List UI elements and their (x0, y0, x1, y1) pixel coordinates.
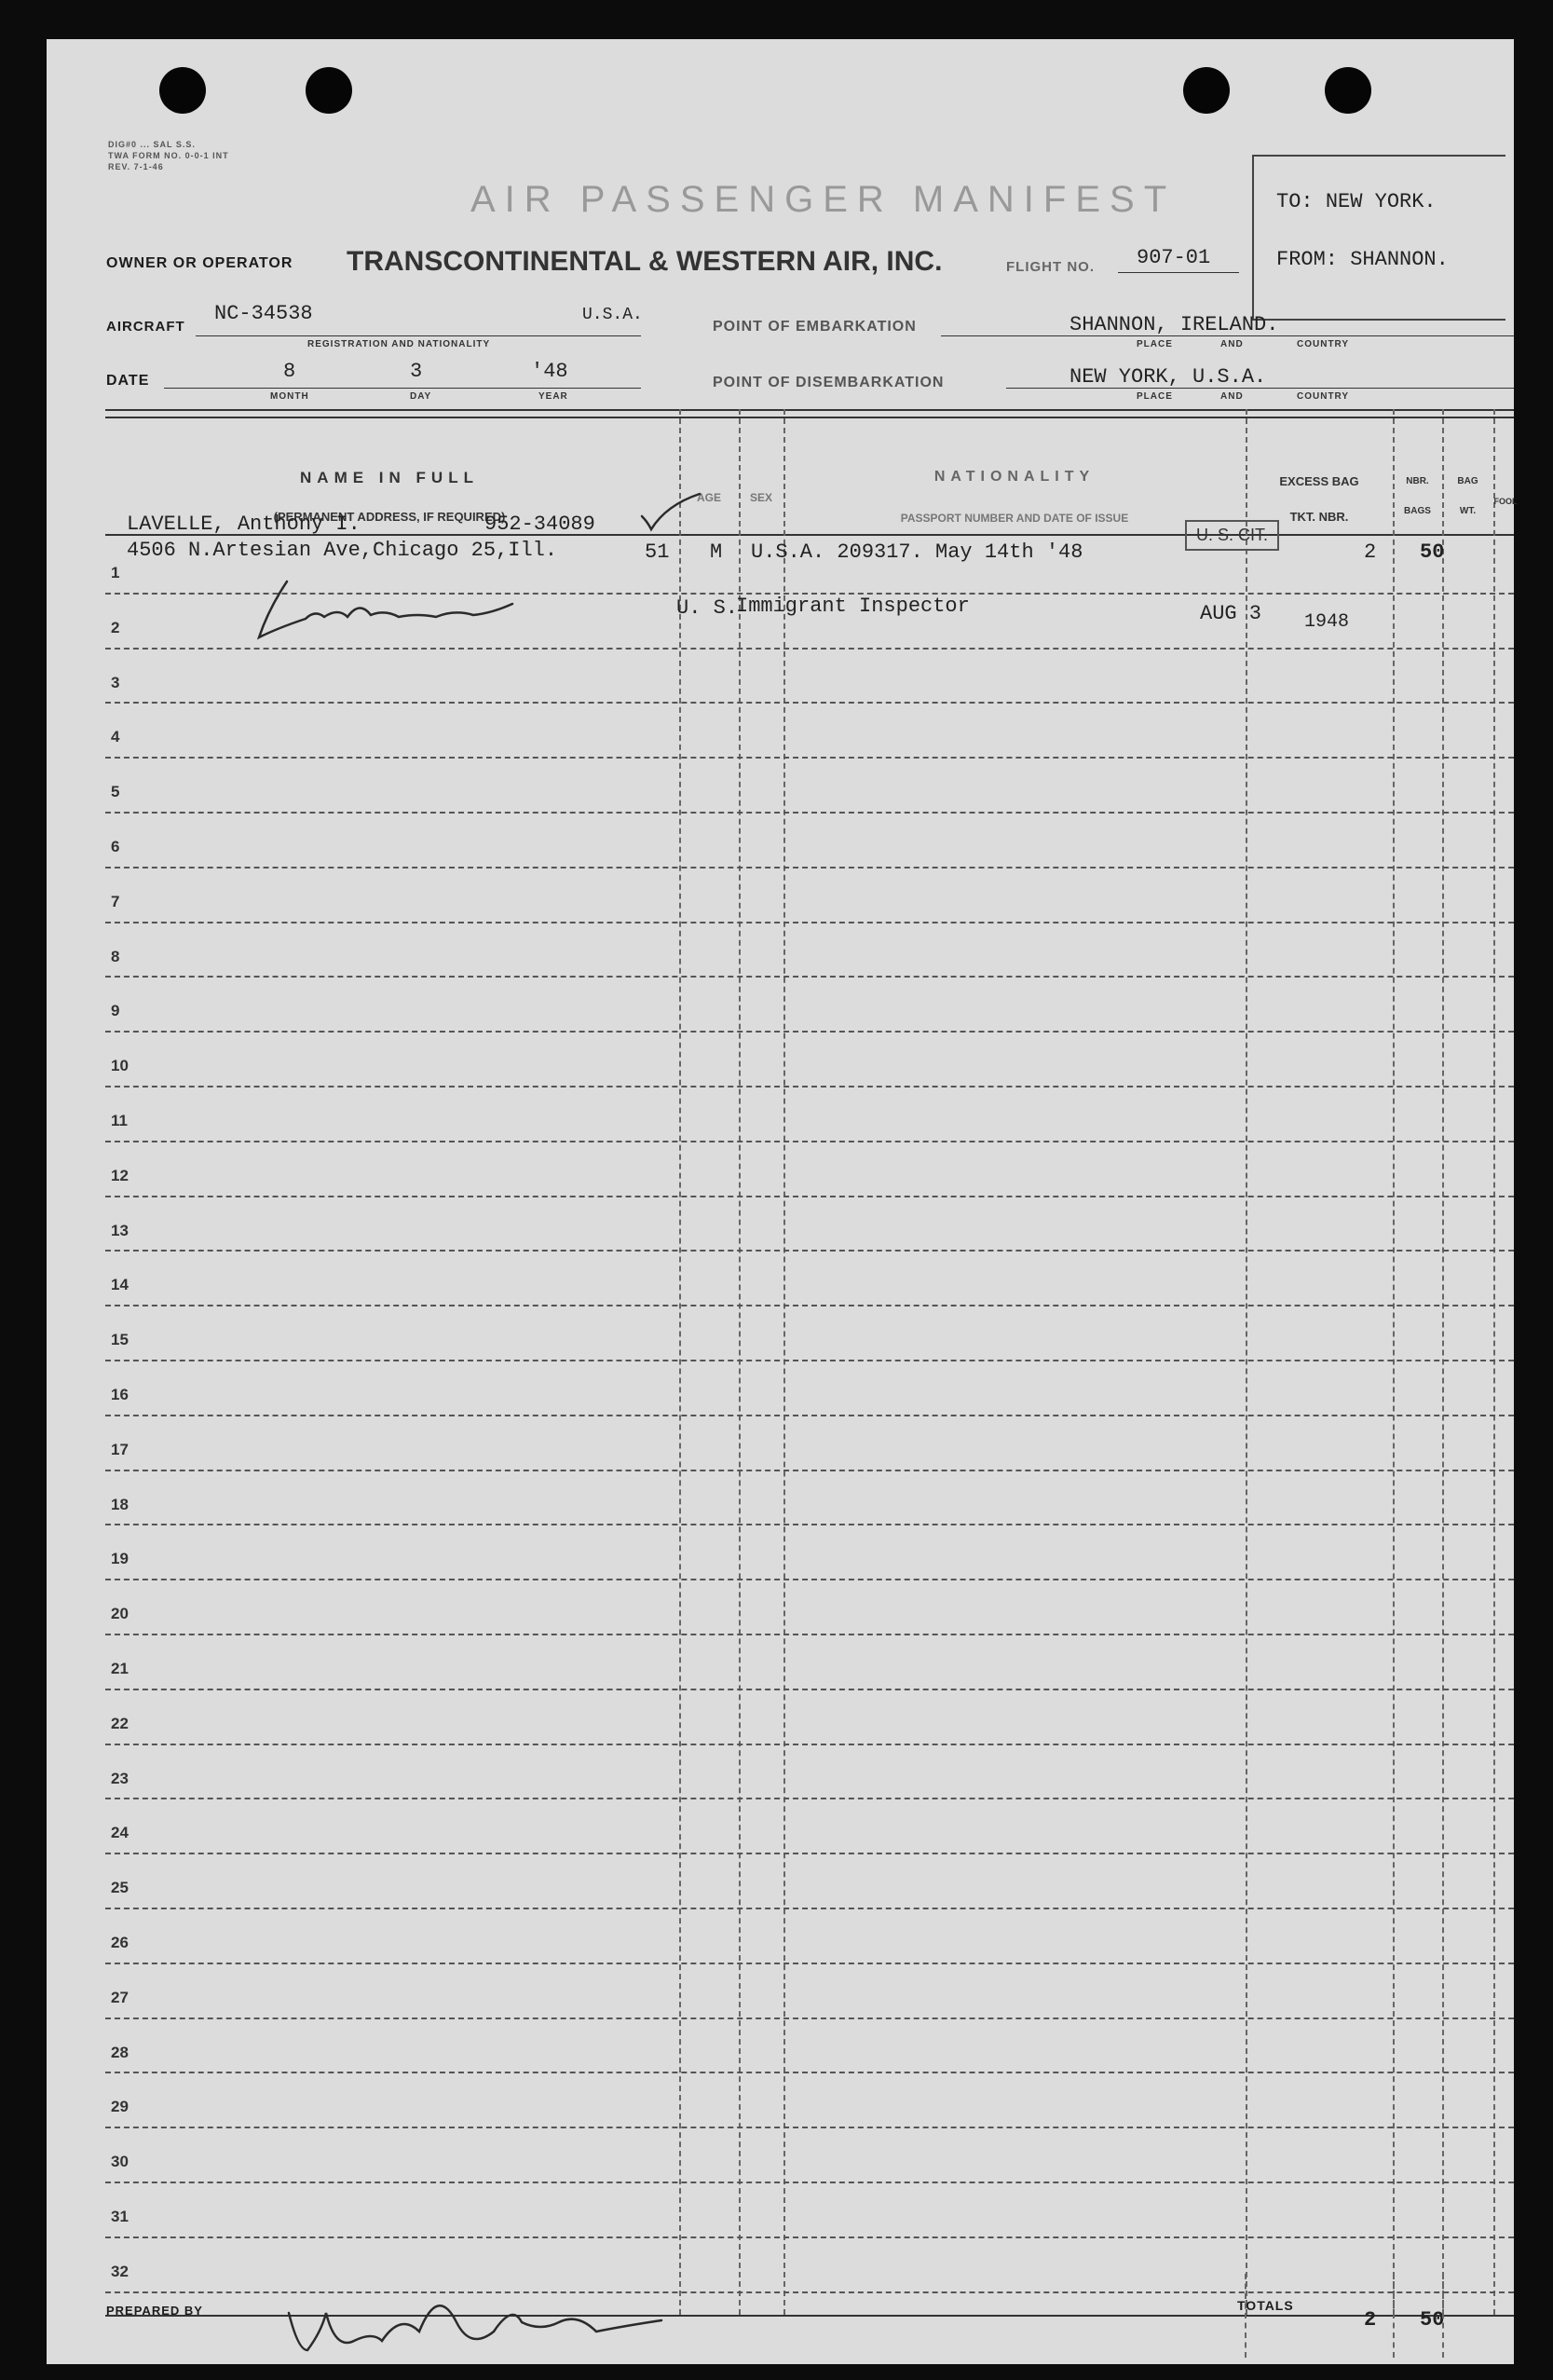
row-divider (105, 702, 1514, 704)
row-number: 2 (111, 618, 120, 636)
punch-hole-left-1 (159, 67, 206, 114)
form-title: AIR PASSENGER MANIFEST (470, 179, 1177, 220)
aircraft-sub: REGISTRATION AND NATIONALITY (307, 339, 491, 349)
col-bags-header: NBR. (1406, 476, 1429, 486)
form-id-line-2: TWA FORM NO. 0-0-1 INT (108, 151, 229, 160)
row-divider (105, 812, 1514, 814)
to-value: NEW YORK. (1325, 190, 1437, 213)
embark-value: SHANNON, IRELAND. (1069, 313, 1279, 336)
row-divider (105, 1963, 1514, 1964)
row-divider (105, 2018, 1514, 2019)
row-divider (105, 1579, 1514, 1580)
row-number: 21 (111, 1660, 129, 1677)
row-number: 13 (111, 1221, 129, 1239)
disembark-value: NEW YORK, U.S.A. (1069, 365, 1267, 389)
row-divider (105, 2127, 1514, 2128)
row-number: 32 (111, 2262, 129, 2280)
inspection-date: AUG 3 (1200, 602, 1262, 625)
row-number: 14 (111, 1276, 129, 1294)
col-wt-sub: WT. (1459, 506, 1477, 516)
row-number: 1 (111, 564, 120, 581)
row-divider (105, 922, 1514, 923)
row-number: 7 (111, 892, 120, 910)
passenger-ticket: 952-34089 (484, 513, 595, 536)
col-nationality-sub: PASSPORT NUMBER AND DATE OF ISSUE (900, 512, 1129, 525)
row-number: 27 (111, 1988, 129, 2006)
aircraft-label: AIRCRAFT (106, 319, 185, 335)
aircraft-nationality: U.S.A. (582, 306, 643, 324)
row-number: 12 (111, 1166, 129, 1184)
row-number: 20 (111, 1605, 129, 1623)
inspection-text: Immigrant Inspector (736, 595, 970, 618)
passenger-table (105, 409, 1518, 2319)
row-divider (105, 648, 1514, 650)
flight-value: 907-01 (1137, 246, 1211, 269)
row-divider (105, 1250, 1514, 1252)
row-number: 29 (111, 2098, 129, 2116)
date-day: 3 (410, 360, 423, 383)
embark-place-sub: PLACE (1137, 339, 1173, 349)
date-label: DATE (106, 373, 150, 389)
form-id-line-1: DIG#0 ... SAL S.S. (108, 140, 196, 149)
manifest-sheet (47, 39, 1518, 2364)
passenger-sex: M (710, 540, 723, 564)
to-label: TO: (1276, 190, 1314, 213)
col-wt-header: BAG (1457, 476, 1478, 486)
col-nationality-header: NATIONALITY (933, 469, 1096, 485)
row-number: 26 (111, 1934, 129, 1951)
row-divider (105, 1744, 1514, 1745)
row-number: 30 (111, 2153, 129, 2171)
row-divider (105, 2182, 1514, 2183)
owner-label: OWNER OR OPERATOR (106, 255, 293, 271)
col-name-sub: (PERMANENT ADDRESS, IF REQUIRED) (273, 510, 506, 524)
row-divider (105, 1141, 1514, 1142)
row-number: 6 (111, 838, 120, 855)
destination-box (1252, 155, 1505, 321)
row-number: 15 (111, 1331, 129, 1349)
row-divider (105, 1689, 1514, 1690)
row-divider (105, 757, 1514, 759)
row-divider (105, 1415, 1514, 1416)
disembark-country-sub: COUNTRY (1297, 391, 1350, 402)
row-number: 17 (111, 1440, 129, 1458)
date-month-sub: MONTH (270, 391, 309, 402)
flight-label: FLIGHT NO. (1006, 259, 1095, 275)
check-mark (638, 488, 703, 535)
disembark-and-sub: AND (1220, 391, 1244, 402)
embark-country-sub: COUNTRY (1297, 339, 1350, 349)
from-value: SHANNON. (1350, 248, 1449, 271)
row-divider (105, 1908, 1514, 1909)
form-id-line-3: REV. 7-1-46 (108, 162, 164, 171)
row-number: 5 (111, 783, 120, 801)
row-number: 24 (111, 1824, 129, 1842)
row-number: 22 (111, 1714, 129, 1732)
col-name-header: NAME IN FULL (300, 469, 479, 486)
punch-hole-right-1 (1183, 67, 1230, 114)
col-excess-header: EXCESS BAG (1279, 474, 1359, 488)
col-last-header: FOOL (1493, 497, 1518, 506)
row-number: 16 (111, 1386, 129, 1403)
row-number: 18 (111, 1495, 129, 1513)
owner-value: TRANSCONTINENTAL & WESTERN AIR, INC. (347, 246, 943, 277)
passenger-age: 51 (645, 540, 670, 564)
col-excess-sub: TKT. NBR. (1289, 510, 1349, 524)
passenger-weight: 50 (1420, 540, 1445, 564)
total-weight: 50 (1420, 2308, 1445, 2332)
row-divider (105, 976, 1514, 978)
row-number: 19 (111, 1550, 129, 1568)
passenger-nationality: U.S.A. 209317. May 14th '48 (751, 540, 1083, 564)
row-divider (105, 2072, 1514, 2073)
row-number: 23 (111, 1769, 129, 1787)
row-number: 8 (111, 947, 120, 965)
row-divider (105, 867, 1514, 869)
passenger-name: LAVELLE, Anthony I. (127, 513, 361, 536)
date-month: 8 (283, 360, 296, 383)
prepared-by-label: PREPARED BY (106, 2304, 203, 2318)
row-divider (105, 1853, 1514, 1854)
date-year: '48 (531, 360, 568, 383)
col-age-header: AGE (696, 491, 721, 504)
from-line (1276, 248, 1449, 271)
passenger-bags: 2 (1364, 540, 1377, 564)
embark-and-sub: AND (1220, 339, 1244, 349)
row-divider (105, 1031, 1514, 1033)
row-divider (105, 1086, 1514, 1087)
col-sex-header: SEX (749, 491, 772, 504)
row-number: 28 (111, 2043, 129, 2061)
inspection-prefix: U. S. (676, 596, 739, 620)
punch-hole-right-2 (1325, 67, 1371, 114)
passenger-address: 4506 N.Artesian Ave,Chicago 25,Ill. (127, 539, 558, 562)
row-divider (105, 1798, 1514, 1799)
us-citizen-stamp: U. S. CIT. (1185, 520, 1279, 551)
row-divider (105, 1524, 1514, 1525)
embark-label: POINT OF EMBARKATION (713, 319, 917, 335)
preparer-signature (270, 2276, 699, 2359)
row-divider (105, 2236, 1514, 2238)
row-divider (105, 1305, 1514, 1306)
inspector-signature (250, 572, 529, 647)
disembark-label: POINT OF DISEMBARKATION (713, 375, 945, 390)
row-number: 9 (111, 1002, 120, 1020)
disembark-place-sub: PLACE (1137, 391, 1173, 402)
row-number: 11 (111, 1112, 128, 1129)
row-number: 25 (111, 1879, 129, 1897)
to-line (1276, 190, 1437, 213)
punch-hole-left-2 (306, 67, 352, 114)
inspection-year: 1948 (1304, 611, 1350, 633)
row-divider (105, 1196, 1514, 1197)
total-bags: 2 (1364, 2308, 1377, 2332)
row-number: 4 (111, 728, 120, 746)
row-number: 10 (111, 1057, 129, 1075)
row-divider (105, 1634, 1514, 1635)
date-day-sub: DAY (410, 391, 432, 402)
from-label: FROM: (1276, 248, 1339, 271)
date-year-sub: YEAR (538, 391, 568, 402)
row-divider (105, 1470, 1514, 1471)
col-bags-sub: BAGS (1404, 506, 1431, 516)
totals-label: TOTALS (1237, 2298, 1294, 2313)
row-number: 31 (111, 2208, 129, 2225)
aircraft-value: NC-34538 (214, 302, 313, 325)
row-divider (105, 1360, 1514, 1361)
row-number: 3 (111, 673, 120, 691)
